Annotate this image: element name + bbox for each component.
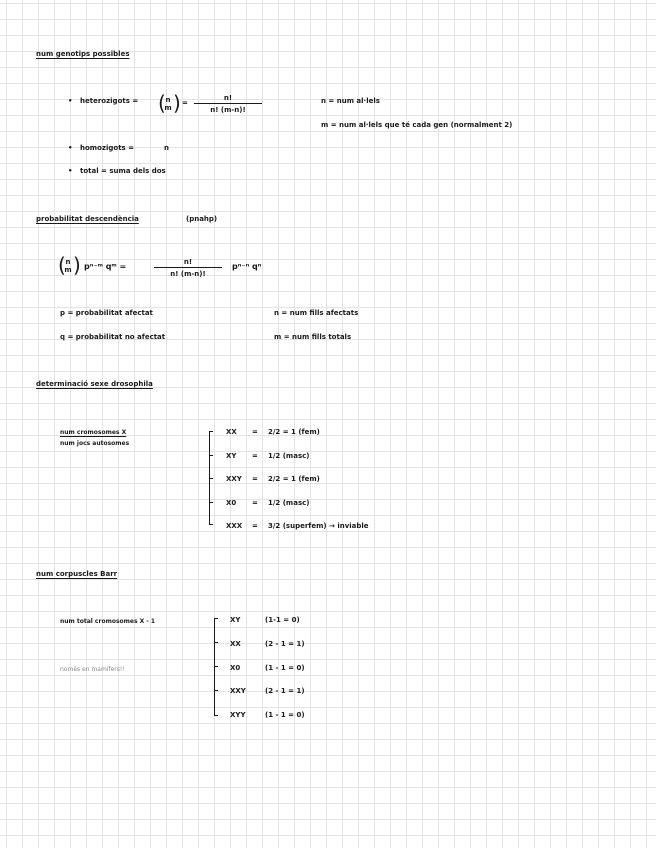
bullet: • <box>68 167 73 175</box>
fraction-denominator: n! (m-n)! <box>194 103 262 114</box>
ratio-denominator: num jocs autosomes <box>60 440 130 447</box>
bullet: • <box>68 144 73 152</box>
definition-n-affected: n = num fills afectats <box>274 309 359 317</box>
heading-note: (pnahp) <box>186 215 218 223</box>
equals-sign: = <box>252 475 258 483</box>
fraction-heterozygous <box>194 94 262 114</box>
equals-sign: = <box>252 452 258 460</box>
equals-sign: = <box>252 428 258 436</box>
homozygous-value: n <box>164 144 169 152</box>
binomial-heterozygous: ( n m ) <box>158 91 181 115</box>
heading-drosophila-sex: determinació sexe drosophila <box>36 380 153 388</box>
ratio-numerator: num cromosomes X <box>60 429 127 436</box>
probability-expression-right: pⁿ⁻ⁿ qⁿ <box>232 262 262 271</box>
barr-formula: num total cromosomes X - 1 <box>60 618 156 625</box>
genotype: XX <box>226 428 237 436</box>
equals-sign: = <box>252 499 258 507</box>
binom-bottom: m <box>164 104 172 112</box>
genotype: XYY <box>230 711 246 719</box>
barr-count: (2 - 1 = 1) <box>265 640 305 648</box>
definition-p: p = probabilitat afectat <box>60 309 153 317</box>
binom-top: n <box>165 96 171 104</box>
binom-top: n <box>65 258 71 266</box>
heading-barr-bodies: num corpuscles Barr <box>36 570 118 578</box>
barr-count: (1 - 1 = 0) <box>265 664 305 672</box>
equals-sign: = <box>252 522 258 530</box>
genotype: XX <box>230 640 241 648</box>
barr-count: (2 - 1 = 1) <box>265 687 305 695</box>
barr-count: (1 - 1 = 0) <box>265 711 305 719</box>
bullet: • <box>68 97 73 105</box>
sex-ratio-value: 2/2 = 1 (fem) <box>268 475 320 483</box>
homozygous-label: homozigots = <box>80 144 135 152</box>
binom-bottom: m <box>64 266 72 274</box>
binomial-probability: ( n m ) <box>58 253 81 277</box>
definition-q: q = probabilitat no afectat <box>60 333 166 341</box>
genotype: XY <box>230 616 241 624</box>
equals-sign: = <box>182 99 188 107</box>
sex-ratio-value: 3/2 (superfem) → inviable <box>268 522 369 530</box>
total-label: total = suma dels dos <box>80 167 166 175</box>
sex-ratio-value: 2/2 = 1 (fem) <box>268 428 320 436</box>
fraction-numerator: n! <box>183 258 193 266</box>
genotype: XY <box>226 452 237 460</box>
brace-tick <box>209 502 213 503</box>
brace-tick <box>214 642 218 643</box>
genotype: XXY <box>226 475 242 483</box>
definition-m-alleles: m = num al·lels que té cada gen (normalment 2) <box>321 121 513 129</box>
mammals-note: només en mamífers!! <box>60 666 125 673</box>
genotype: XXX <box>226 522 243 530</box>
genotype: XXY <box>230 687 246 695</box>
definition-m-total: m = num fills totals <box>274 333 352 341</box>
brace-tick <box>209 455 213 456</box>
brace-tick <box>209 478 213 479</box>
heading-genotypes: num genotips possibles <box>36 50 130 58</box>
definition-n-alleles: n = num al·lels <box>321 97 380 105</box>
brace-barr <box>214 618 215 716</box>
fraction-probability <box>154 258 222 278</box>
fraction-numerator: n! <box>223 94 233 102</box>
barr-count: (1-1 = 0) <box>265 616 300 624</box>
probability-expression: pⁿ⁻ᵐ qᵐ = <box>84 262 127 271</box>
genotype: X0 <box>230 664 241 672</box>
brace-tick <box>214 690 218 691</box>
fraction-denominator: n! (m-n)! <box>154 267 222 278</box>
sex-ratio-value: 1/2 (masc) <box>268 452 310 460</box>
heterozygous-label: heterozigots = <box>80 97 139 105</box>
heading-offspring-probability: probabilitat descendència <box>36 215 139 223</box>
sex-ratio-value: 1/2 (masc) <box>268 499 310 507</box>
brace-tick <box>214 666 218 667</box>
genotype: X0 <box>226 499 237 507</box>
